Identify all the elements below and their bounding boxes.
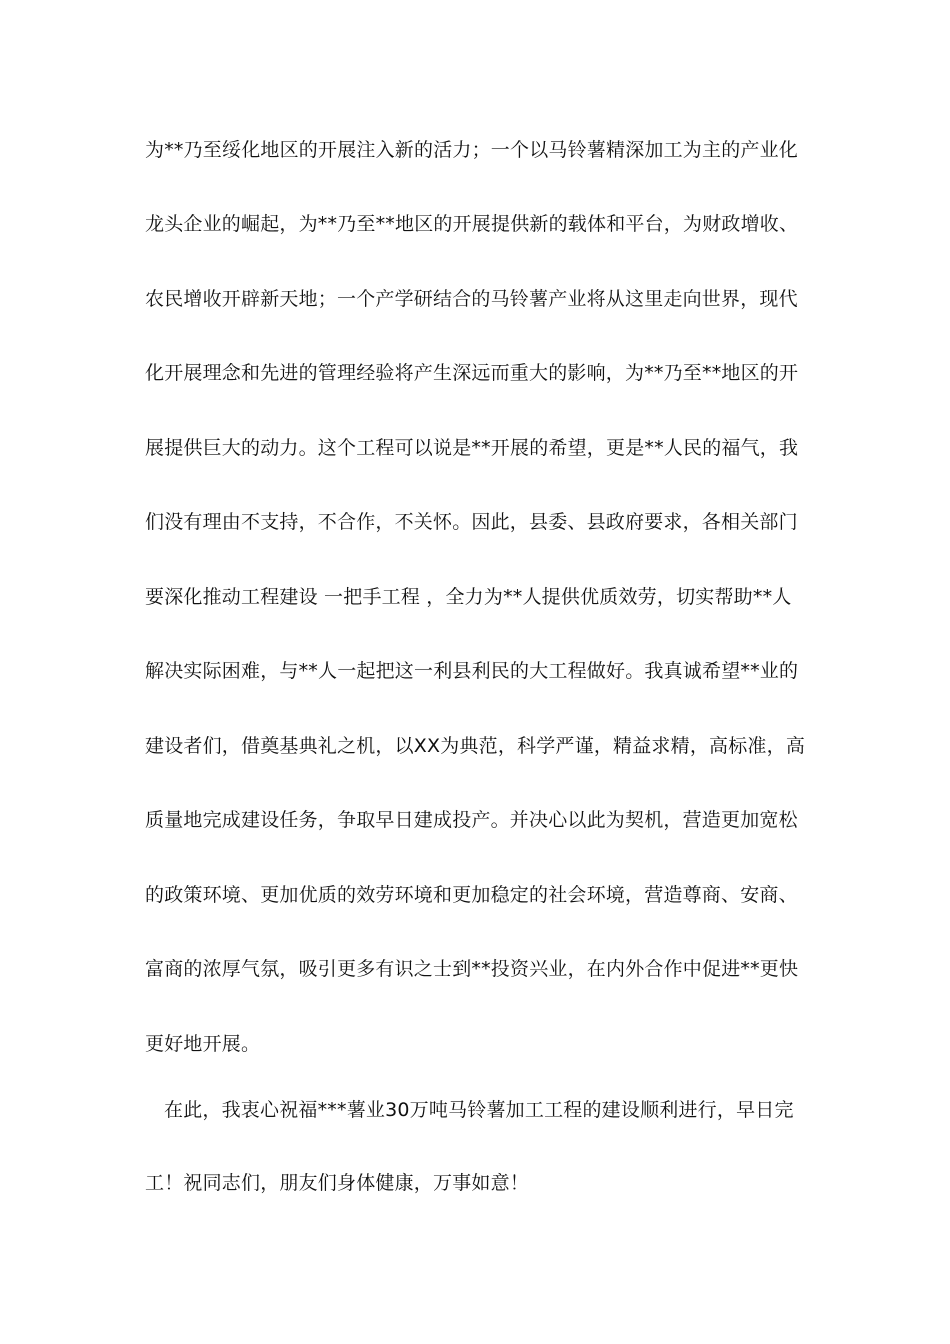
paragraph-line: 要深化推动工程建设 一把手工程 ，全力为**人提供优质效劳，切实帮助**人	[145, 586, 792, 608]
paragraph-line: 解决实际困难，与**人一起把这一利县利民的大工程做好。我真诚希望**业的	[145, 660, 799, 682]
paragraph-line: 的政策环境、更加优质的效劳环境和更加稳定的社会环境，营造尊商、安商、	[145, 884, 798, 906]
paragraph-line: 工！祝同志们，朋友们身体健康，万事如意！	[145, 1172, 530, 1194]
paragraph-line: 更好地开展。	[145, 1033, 261, 1055]
paragraph-line: 龙头企业的崛起，为**乃至**地区的开展提供新的载体和平台，为财政增收、	[145, 213, 799, 235]
paragraph-line: 农民增收开辟新天地；一个产学研结合的马铃薯产业将从这里走向世界，现代	[145, 288, 798, 310]
paragraph-line: 在此，我衷心祝福***薯业30万吨马铃薯加工工程的建设顺利进行，早日完	[164, 1099, 794, 1121]
paragraph-line: 富商的浓厚气氛，吸引更多有识之士到**投资兴业，在内外合作中促进**更快	[145, 958, 799, 980]
paragraph-line: 展提供巨大的动力。这个工程可以说是**开展的希望，更是**人民的福气，我	[145, 437, 799, 459]
paragraph-line: 建设者们，借奠基典礼之机，以XX为典范，科学严谨，精益求精，高标准，高	[145, 735, 806, 757]
paragraph-line: 们没有理由不支持，不合作，不关怀。因此，县委、县政府要求，各相关部门	[145, 511, 798, 533]
paragraph-line: 质量地完成建设任务，争取早日建成投产。并决心以此为契机，营造更加宽松	[145, 809, 798, 831]
paragraph-line: 化开展理念和先进的管理经验将产生深远而重大的影响，为**乃至**地区的开	[145, 362, 799, 384]
paragraph-line: 为**乃至绥化地区的开展注入新的活力；一个以马铃薯精深加工为主的产业化	[145, 139, 799, 161]
